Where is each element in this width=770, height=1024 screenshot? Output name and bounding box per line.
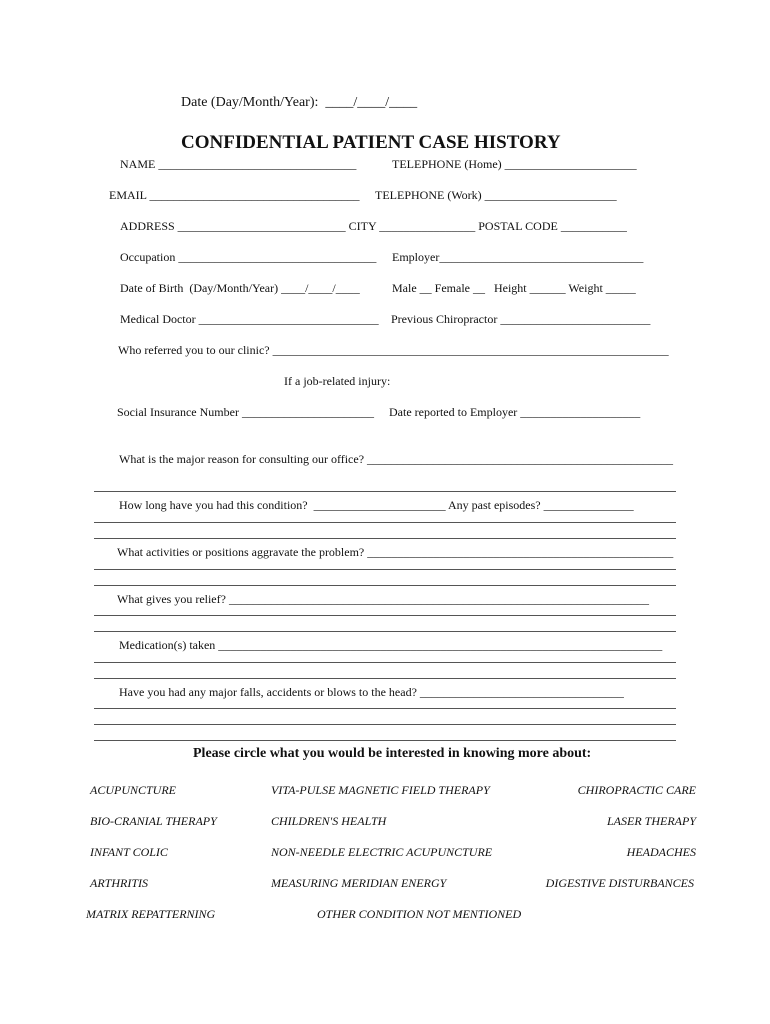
answer-line[interactable]: [94, 631, 676, 632]
aggravate-question[interactable]: What activities or positions aggravate the problem? ___________________________________________________: [117, 545, 674, 559]
answer-line[interactable]: [94, 724, 676, 725]
interest-option[interactable]: ACUPUNCTURE: [90, 783, 177, 797]
interest-option[interactable]: HEADACHES: [626, 845, 696, 859]
employer-field[interactable]: Employer__________________________________: [392, 250, 644, 264]
sex-height-weight-field[interactable]: Male __ Female __ Height ______ Weight _____: [392, 281, 636, 295]
interests-heading: Please circle what you would be interested in knowing more about:: [193, 746, 592, 761]
job-injury-label: If a job-related injury:: [284, 374, 391, 388]
date-of-birth-field[interactable]: Date of Birth (Day/Month/Year) ____/____/____: [120, 281, 360, 295]
falls-question[interactable]: Have you had any major falls, accidents or blows to the head? __________________________________: [119, 685, 624, 699]
date-reported-field[interactable]: Date reported to Employer ____________________: [389, 405, 641, 419]
interest-option[interactable]: BIO-CRANIAL THERAPY: [90, 814, 217, 828]
interest-option[interactable]: DIGESTIVE DISTURBANCES: [545, 876, 694, 890]
answer-line[interactable]: [94, 678, 676, 679]
interest-option[interactable]: CHIROPRACTIC CARE: [577, 783, 696, 797]
interest-option[interactable]: MEASURING MERIDIAN ENERGY: [271, 876, 447, 890]
previous-chiropractor-field[interactable]: Previous Chiropractor _________________________: [391, 312, 651, 326]
answer-line[interactable]: [94, 569, 676, 570]
social-insurance-field[interactable]: Social Insurance Number ______________________: [117, 405, 374, 419]
email-field[interactable]: EMAIL ___________________________________: [109, 188, 360, 202]
interest-option[interactable]: ARTHRITIS: [90, 876, 148, 890]
interest-option[interactable]: CHILDREN'S HEALTH: [271, 814, 387, 828]
interest-option[interactable]: NON-NEEDLE ELECTRIC ACUPUNCTURE: [271, 845, 493, 859]
interest-option[interactable]: INFANT COLIC: [90, 845, 168, 859]
answer-line[interactable]: [94, 740, 676, 741]
interest-option[interactable]: VITA-PULSE MAGNETIC FIELD THERAPY: [271, 783, 490, 797]
answer-line[interactable]: [94, 491, 676, 492]
answer-line[interactable]: [94, 662, 676, 663]
answer-line[interactable]: [94, 522, 676, 523]
referred-by-field[interactable]: Who referred you to our clinic? __________________________________________________________________: [118, 343, 669, 357]
telephone-work-field[interactable]: TELEPHONE (Work) ______________________: [375, 188, 617, 202]
telephone-home-field[interactable]: TELEPHONE (Home) ______________________: [392, 157, 637, 171]
interest-option[interactable]: MATRIX REPATTERNING: [86, 907, 216, 921]
date-line[interactable]: Date (Day/Month/Year): ____/____/____: [181, 95, 418, 110]
interest-option[interactable]: LASER THERAPY: [607, 814, 696, 828]
occupation-field[interactable]: Occupation _________________________________: [120, 250, 377, 264]
answer-line[interactable]: [94, 585, 676, 586]
relief-question[interactable]: What gives you relief? ______________________________________________________________________: [117, 592, 649, 606]
medical-doctor-field[interactable]: Medical Doctor ______________________________: [120, 312, 379, 326]
major-reason-question[interactable]: What is the major reason for consulting our office? ___________________________________________________: [119, 452, 674, 466]
interest-option[interactable]: OTHER CONDITION NOT MENTIONED: [317, 907, 522, 921]
answer-line[interactable]: [94, 708, 676, 709]
answer-line[interactable]: [94, 538, 676, 539]
name-field[interactable]: NAME _________________________________: [120, 157, 357, 171]
form-title: CONFIDENTIAL PATIENT CASE HISTORY: [181, 132, 561, 153]
address-field[interactable]: ADDRESS ____________________________ CITY ________________ POSTAL CODE ___________: [120, 219, 627, 233]
answer-line[interactable]: [94, 615, 676, 616]
medication-question[interactable]: Medication(s) taken __________________________________________________________________________: [119, 638, 663, 652]
condition-duration-question[interactable]: How long have you had this condition? ______________________ Any past episodes? _______________: [119, 498, 634, 512]
